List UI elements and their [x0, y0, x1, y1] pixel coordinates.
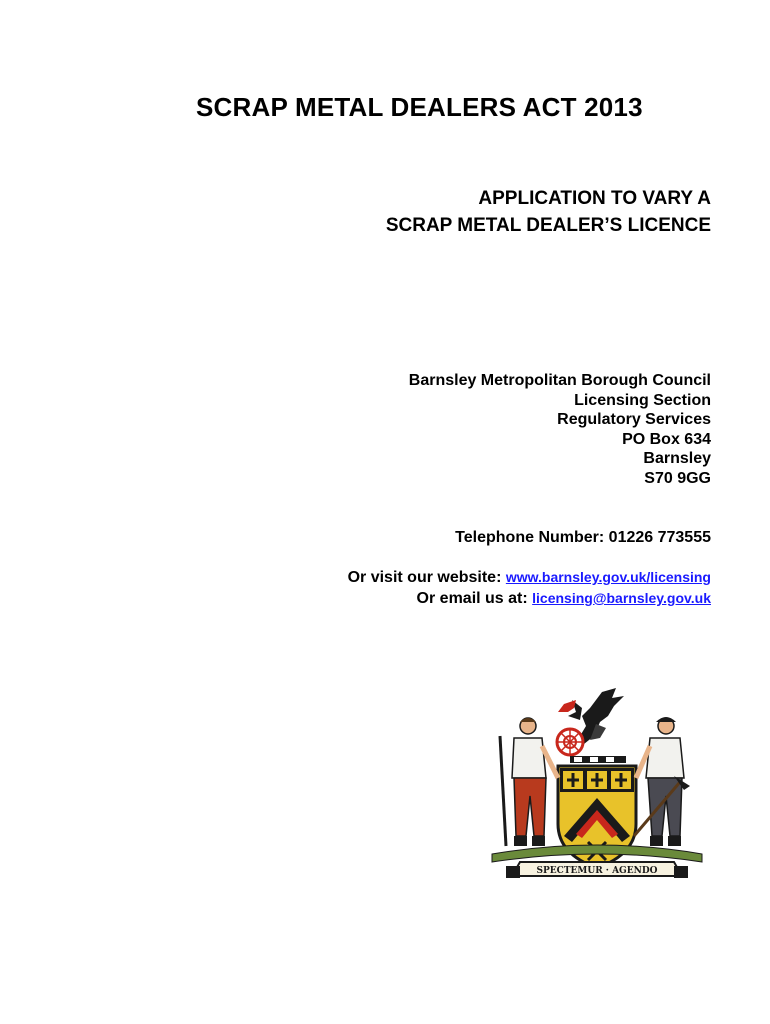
- council-address: [409, 371, 711, 488]
- subtitle-line-2: SCRAP METAL DEALER’S LICENCE: [385, 215, 711, 236]
- address-line-council: Barnsley Metropolitan Borough Council: [408, 372, 711, 389]
- wheel-ornament: [557, 729, 583, 755]
- motto-scroll: [506, 862, 688, 878]
- email-link[interactable]: licensing@barnsley.gov.uk: [532, 590, 711, 606]
- address-line-pobox: PO Box 634: [622, 430, 711, 448]
- email-label: Or email us at:: [416, 590, 533, 607]
- website-label: Or visit our website:: [347, 569, 506, 586]
- address-line-postcode: S70 9GG: [644, 469, 711, 487]
- motto-text: SPECTEMUR · AGENDO: [536, 866, 658, 876]
- website-link[interactable]: www.barnsley.gov.uk/licensing: [505, 569, 711, 585]
- website-line: [348, 567, 711, 588]
- telephone-number: Telephone Number: 01226 773555: [455, 529, 711, 546]
- address-line-services: Regulatory Services: [557, 411, 711, 428]
- right-supporter: [634, 717, 690, 846]
- contact-block: [348, 567, 711, 609]
- document-subtitle: [386, 185, 711, 239]
- email-line: [348, 588, 711, 609]
- document-title: SCRAP METAL DEALERS ACT 2013: [196, 92, 643, 122]
- address-line-section: Licensing Section: [574, 391, 711, 409]
- coat-of-arms-image: [484, 686, 710, 884]
- left-supporter: [500, 718, 558, 846]
- subtitle-line-1: APPLICATION TO VARY A: [478, 188, 711, 209]
- address-line-town: Barnsley: [643, 450, 711, 467]
